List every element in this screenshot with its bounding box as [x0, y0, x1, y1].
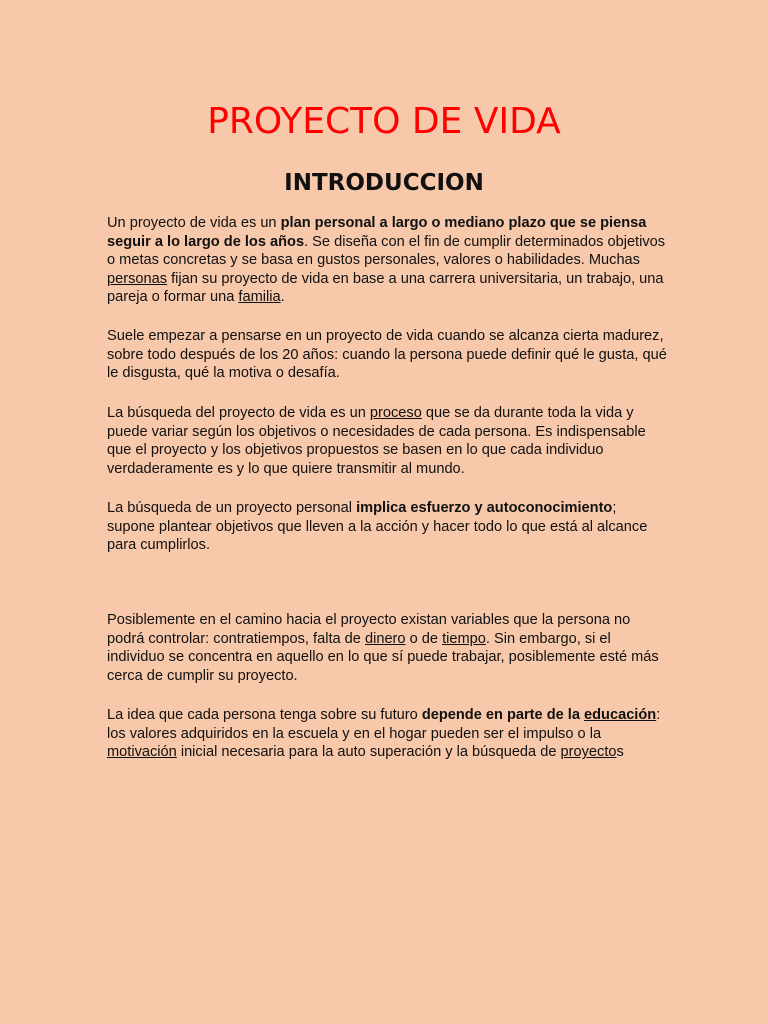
- text-run: La idea que cada persona tenga sobre su futuro: [107, 707, 422, 723]
- text-run: : los valores adquiridos en la escuela y en el hogar pueden ser el impulso o la: [107, 707, 661, 742]
- link-proceso[interactable]: proceso: [369, 405, 422, 421]
- bold-text: implica esfuerzo y autoconocimiento: [356, 500, 613, 516]
- paragraph-6: [107, 706, 667, 762]
- page-title: PROYECTO DE VIDA: [207, 101, 561, 142]
- link-tiempo[interactable]: tiempo: [442, 630, 486, 647]
- bold-text: plan personal a largo o mediano plazo que se piensa seguir a lo largo de los años: [107, 215, 647, 250]
- link-motivacion[interactable]: motivación: [107, 744, 177, 761]
- text-run: s: [616, 744, 624, 761]
- bold-text: depende en parte de la: [421, 707, 585, 723]
- text-run: inicial necesaria para la auto superación y la búsqueda de: [176, 744, 561, 761]
- text-run: La búsqueda de un proyecto personal: [107, 500, 357, 516]
- link-proyecto[interactable]: proyecto: [560, 744, 617, 761]
- text-run: ; supone plantear objetivos que lleven a la acción y hacer todo lo que está al alcance para cumplirlos.: [107, 500, 648, 554]
- link-familia[interactable]: familia: [238, 289, 281, 306]
- text-run: Un proyecto de vida es un: [107, 215, 281, 231]
- paragraph-3: [107, 404, 667, 478]
- text-run: o de: [405, 630, 443, 647]
- link-dinero[interactable]: dinero: [364, 630, 406, 647]
- text-run: que se da durante toda la vida y puede variar según los objetivos o necesidades de cada persona. Es indispensable que el proyecto y los objetivos propuestos se basen en lo que cada individuo verdaderamente es y lo que quiere transmitir al mundo.: [107, 405, 646, 477]
- paragraph-2: [107, 327, 667, 383]
- text-run: . Se diseña con el fin de cumplir determinados objetivos o metas concretas y se basa en gustos personales, valores o habilidades. Muchas: [107, 233, 666, 269]
- text-run: Posiblemente en el camino hacia el proyecto existan variables que la persona no podrá controlar: contratiempos, falta de: [107, 612, 631, 647]
- text-run: La búsqueda del proyecto de vida es un: [107, 405, 370, 421]
- link-personas[interactable]: personas: [107, 270, 168, 287]
- text-run: fijan su proyecto de vida en base a una carrera universitaria, un trabajo, una pareja o formar una: [107, 270, 664, 306]
- text-run: .: [280, 289, 285, 306]
- text-run: . Sin embargo, si el individuo se concentra en aquello en lo que sí puede trabajar, posiblemente esté más cerca de cumplir su proyecto.: [107, 630, 659, 684]
- paragraph-1: [107, 214, 667, 307]
- paragraph-5: [107, 611, 667, 685]
- link-educacion[interactable]: educación: [584, 707, 657, 723]
- section-heading: INTRODUCCION: [284, 170, 484, 196]
- paragraph-4: [107, 499, 667, 555]
- text-run: Suele empezar a pensarse en un proyecto de vida cuando se alcanza cierta madurez, sobre todo después de los 20 años: cuando la persona puede definir qué le gusta, qué le disgusta, qué la motiva o desafía.: [107, 328, 667, 382]
